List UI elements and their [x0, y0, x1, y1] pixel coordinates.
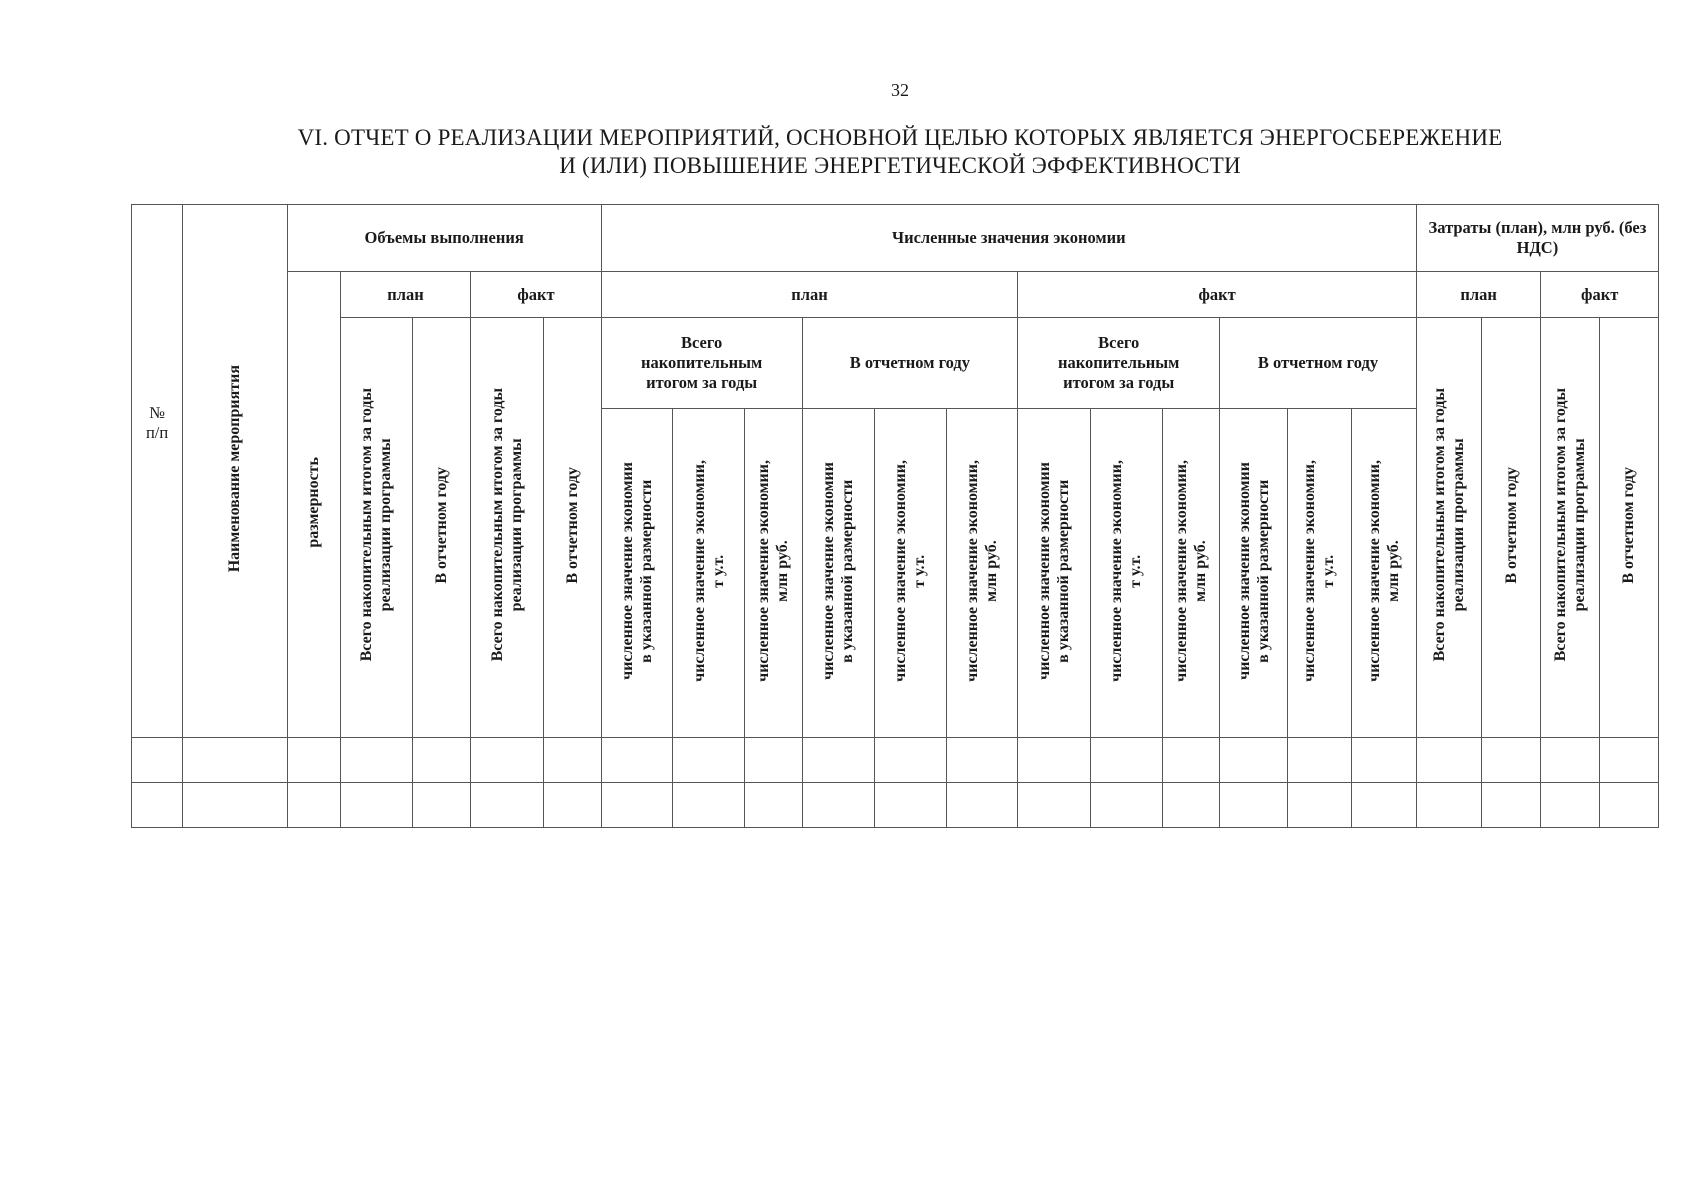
header-volumes-plan: план [340, 272, 470, 318]
header-sav-fact-total-tut: численное значение экономии, т у.т. [1090, 409, 1162, 738]
header-costs-fact: факт [1541, 272, 1659, 318]
header-sav-plan-total-units: численное значение экономии в указанной размерности [601, 409, 672, 738]
header-sav-plan-year-rub: численное значение экономии, млн руб. [947, 409, 1018, 738]
header-vol-plan-year: В отчетном году [413, 318, 471, 738]
report-table [131, 204, 1659, 828]
header-event-name: Наименование мероприятия [183, 205, 287, 738]
header-vol-plan-total: Всего накопительным итогом за годы реализации программы [340, 318, 412, 738]
header-cost-fact-total: Всего накопительным итогом за годы реализации программы [1541, 318, 1599, 738]
header-vol-fact-year: В отчетном году [543, 318, 601, 738]
table-row [132, 783, 1659, 828]
header-sav-fact-total-units: численное значение экономии в указанной размерности [1018, 409, 1090, 738]
header-sav-fact-year-rub: численное значение экономии, млн руб. [1351, 409, 1416, 738]
header-costs-plan: план [1416, 272, 1540, 318]
header-vol-fact-total: Всего накопительным итогом за годы реализации программы [471, 318, 543, 738]
header-volumes: Объемы выполнения [287, 205, 601, 272]
header-volumes-fact: факт [471, 272, 601, 318]
header-cost-plan-total: Всего накопительным итогом за годы реализации программы [1416, 318, 1481, 738]
title-line-2: И (ИЛИ) ПОВЫШЕНИЕ ЭНЕРГЕТИЧЕСКОЙ ЭФФЕКТИВНОСТИ [559, 153, 1241, 178]
title-line-1: VI. ОТЧЕТ О РЕАЛИЗАЦИИ МЕРОПРИЯТИЙ, ОСНОВНОЙ ЦЕЛЬЮ КОТОРЫХ ЯВЛЯЕТСЯ ЭНЕРГОСБЕРЕЖЕНИЕ [297, 125, 1503, 150]
header-sav-plan-year-units: численное значение экономии в указанной размерности [802, 409, 874, 738]
header-sav-plan-total-tut: численное значение экономии, т у.т. [673, 409, 745, 738]
header-cost-plan-year: В отчетном году [1482, 318, 1541, 738]
header-sav-plan-total: Всего накопительным итогом за годы [601, 318, 802, 409]
header-sav-fact-year-tut: численное значение экономии, т у.т. [1288, 409, 1351, 738]
header-sav-plan-year: В отчетном году [802, 318, 1018, 409]
header-sav-plan-year-tut: численное значение экономии, т у.т. [874, 409, 946, 738]
header-number: № п/п [132, 205, 183, 738]
page-title [0, 124, 1697, 180]
table-row [132, 738, 1659, 783]
header-savings: Численные значения экономии [601, 205, 1416, 272]
header-sav-fact-total: Всего накопительным итогом за годы [1018, 318, 1220, 409]
header-sav-plan-total-rub: численное значение экономии, млн руб. [745, 409, 802, 738]
header-dimension: размерность [287, 272, 340, 738]
header-sav-fact-year: В отчетном году [1220, 318, 1417, 409]
page-number: 32 [891, 80, 909, 100]
header-savings-fact: факт [1018, 272, 1417, 318]
header-sav-fact-year-units: численное значение экономии в указанной размерности [1220, 409, 1288, 738]
header-costs: Затраты (план), млн руб. (без НДС) [1416, 205, 1658, 272]
header-savings-plan: план [601, 272, 1018, 318]
header-cost-fact-year: В отчетном году [1599, 318, 1658, 738]
header-sav-fact-total-rub: численное значение экономии, млн руб. [1162, 409, 1219, 738]
